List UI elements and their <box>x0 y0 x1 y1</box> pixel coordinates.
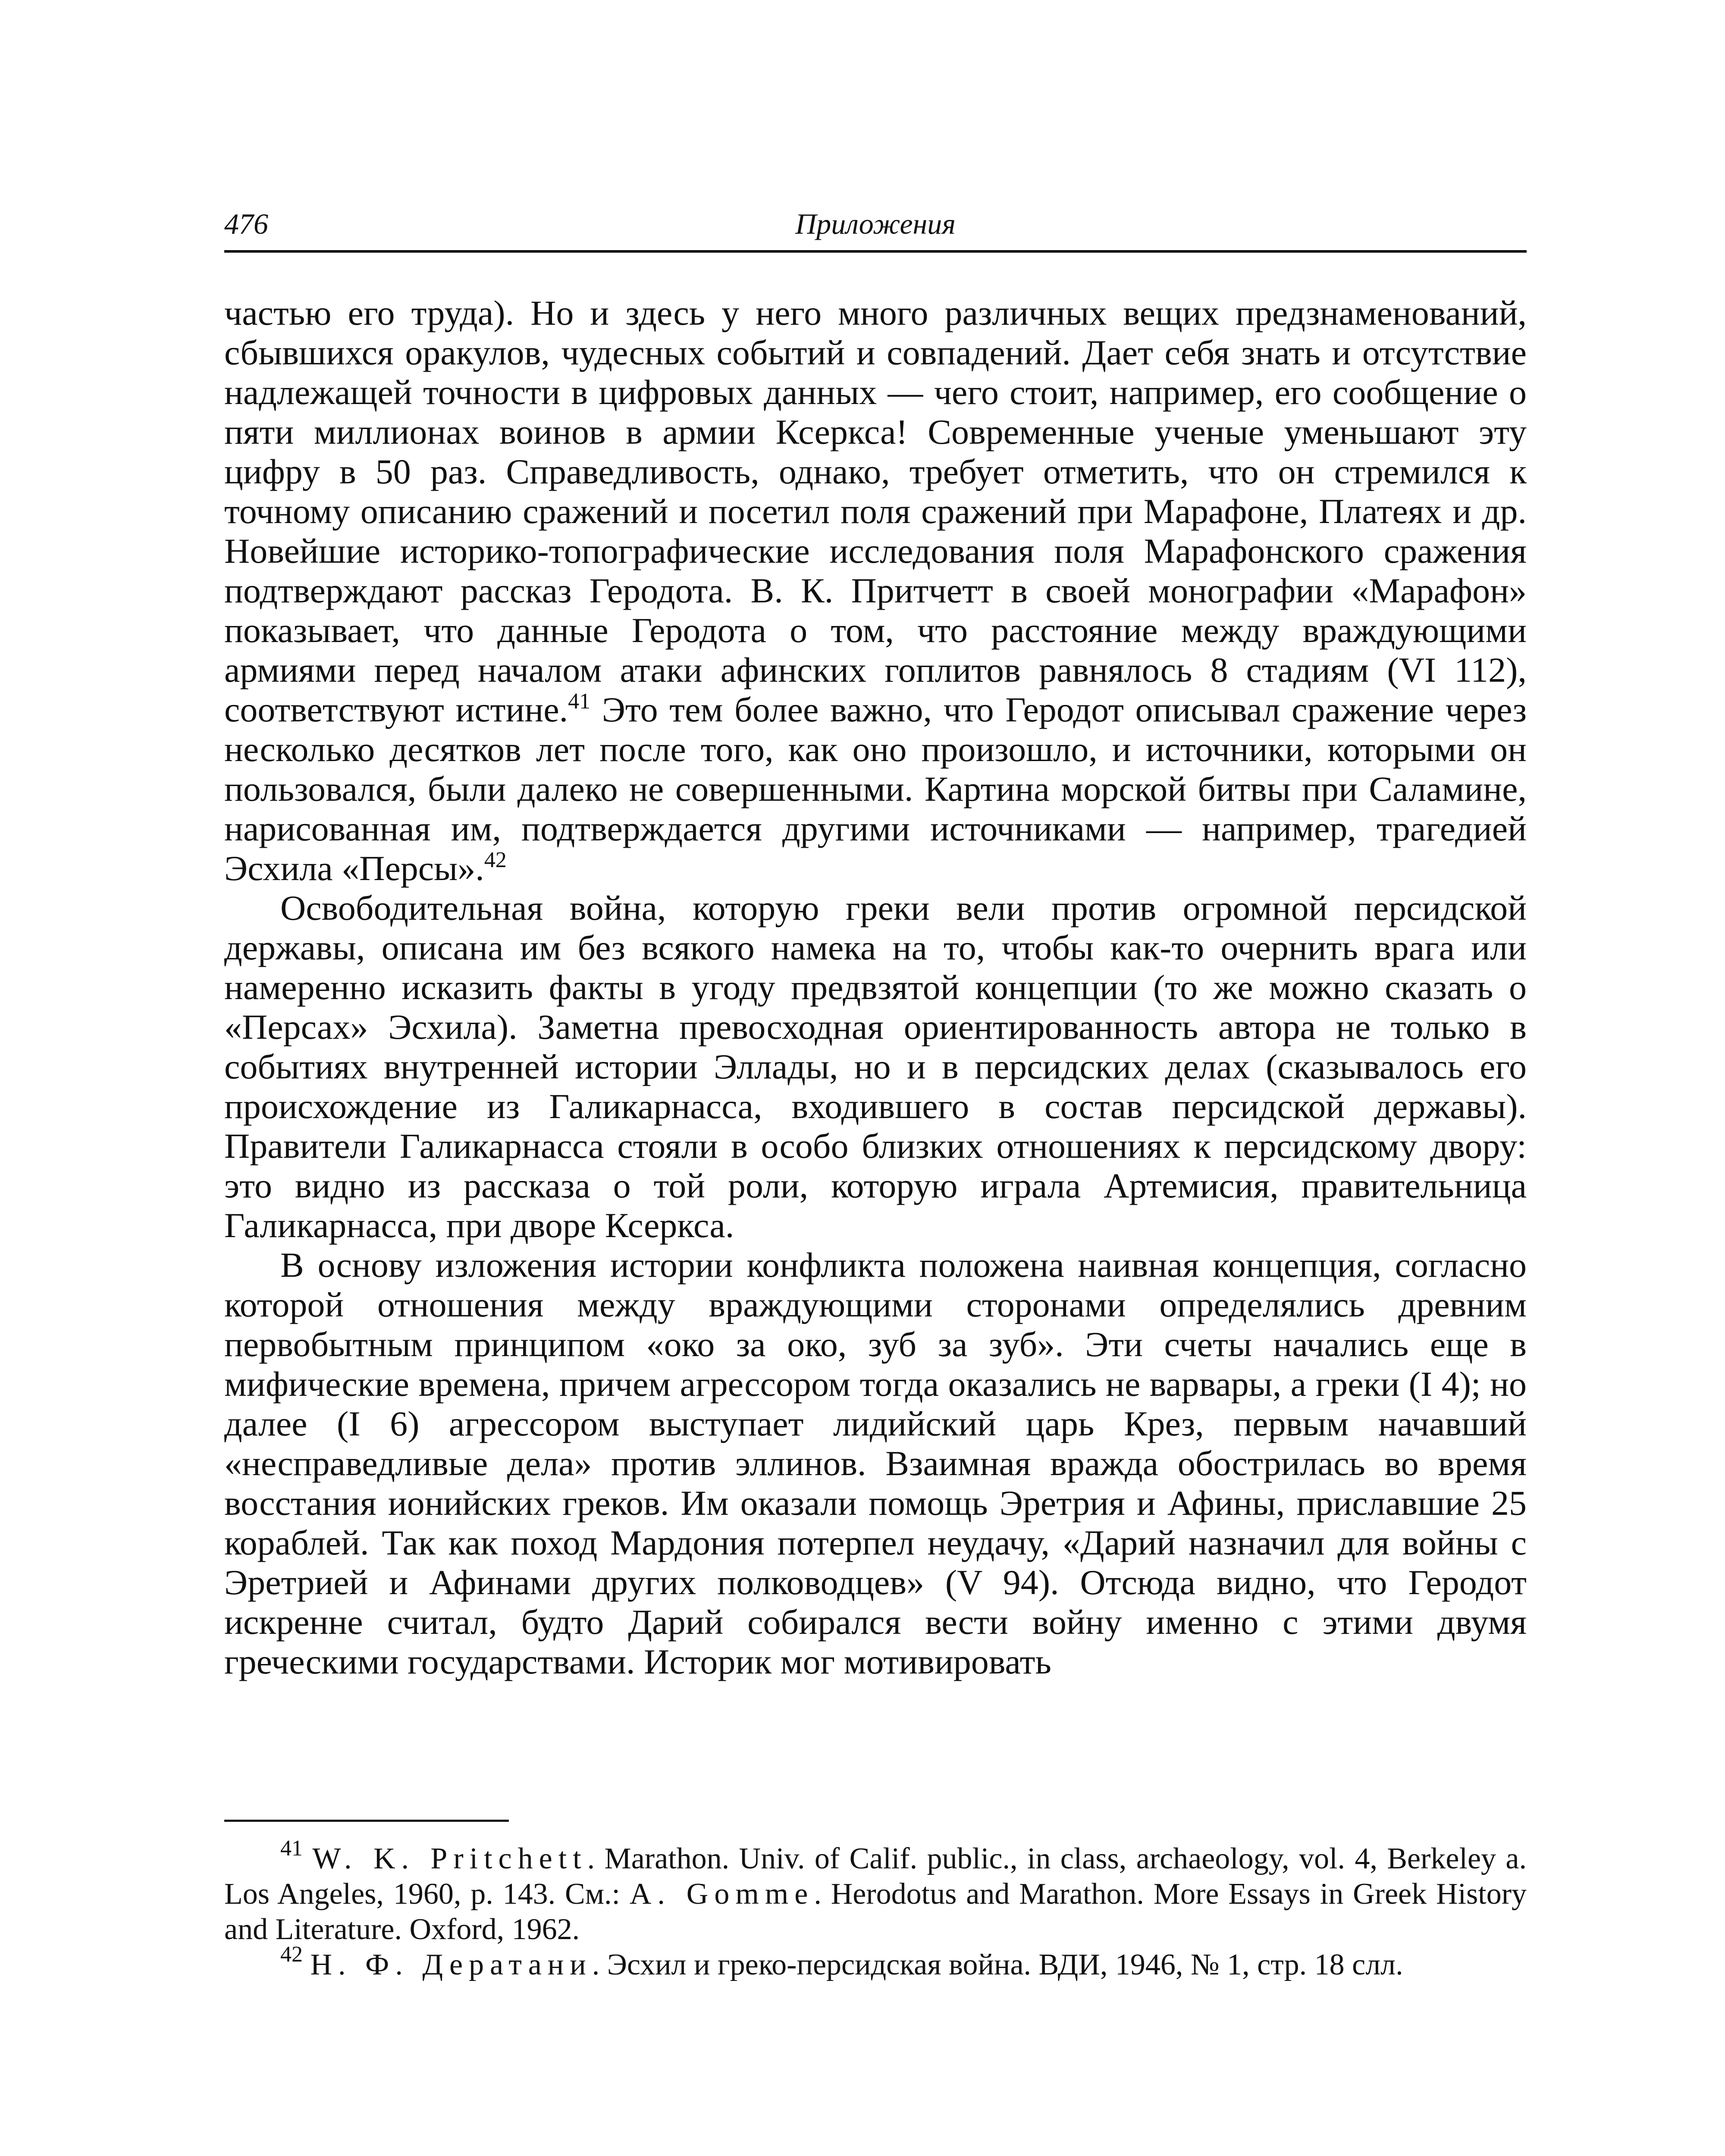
paragraph-1-text-a: частью его труда). Но и здесь у него много различных вещих предзнаменований, сбывшихся оракулов, чудесных событий и совпадений. Дает себя знать и отсутствие надлежащей точности в цифровых данных — чего стоит, например, его сообщение о пяти миллионах воинов в армии Ксеркса! Современные ученые уменьшают эту цифру в 50 раз. Справедливость, однако, требует отметить, что он стремился к точному описанию сражений и посетил поля сражений при Марафоне, Платеях и др. Новейшие историко-топографические исследования поля Марафонского сражения подтверждают рассказ Геродота. В. К. Притчетт в своей монографии «Марафон» показывает, что данные Геродота о том, что расстояние между враждующими армиями перед началом атаки афинских гоплитов равнялось 8 стадиям (VI 112), соответствуют истине. <box>224 293 1527 729</box>
paragraph-1 <box>224 293 1527 888</box>
footnotes <box>224 1836 1527 1983</box>
paragraph-3: В основу изложения истории конфликта положена наивная концепция, согласно которой отношения между враждующими сторонами определялись древним первобытным принципом «око за око, зуб за зуб». Эти счеты начались еще в мифические времена, причем агрессором тогда оказались не варвары, а греки (I 4); но далее (I 6) агрессором выступает лидийский царь Крез, первым начавший «несправедливые дела» против эллинов. Взаимная вражда обострилась во время восстания ионийских греков. Им оказали помощь Эретрия и Афины, приславшие 25 кораблей. Так как поход Мардония потерпел неудачу, «Дарий назначил для войны с Эретрией и Афинами других полководцев» (V 94). Отсюда видно, что Геродот искренне считал, будто Дарий собирался вести войну именно с этими двумя греческими государствами. Историк мог мотивировать <box>224 1245 1527 1681</box>
paragraph-1-text-b: Это тем более важно, что Геродот описывал сражение через несколько десятков лет после того, как оно произошло, и источники, которыми он пользовался, были далеко не совершенными. Картина морской битвы при Саламине, нарисованная им, подтверждается другими источниками — например, трагедией Эсхила «Персы». <box>224 690 1527 888</box>
running-title: Приложения <box>795 207 956 240</box>
paragraph-2: Освободительная война, которую греки вели против огромной персидской державы, описана им без всякого намека на то, чтобы как-то очернить врага или намеренно исказить факты в угоду предвзятой концепции (то же можно сказать о «Персах» Эсхила). Заметна превосходная ориентированность автора не только в событиях внутренней истории Эллады, но и в персидских делах (сказывалось его происхождение из Галикарнасса, входившего в состав персидской державы). Правители Галикарнасса стояли в особо близких отношениях к персидскому двору: это видно из рассказа о той роли, которую играла Артемисия, правительница Галикарнасса, при дворе Ксеркса. <box>224 888 1527 1245</box>
footnote-text-2: . Herodotus and Marathon. More Essays in Greek History and Literature. Oxford, 1962. <box>224 1877 1527 1946</box>
footnote-41 <box>224 1836 1527 1947</box>
footnote-42 <box>224 1942 1527 1983</box>
footnote-number: 41 <box>280 1836 303 1861</box>
footnote-author: W. K. Pritchett <box>312 1842 587 1875</box>
page-number: 476 <box>224 207 268 240</box>
footnote-divider <box>224 1820 509 1822</box>
footnote-text: . Marathon. Univ. of Calif. public., in class, archaeology, vol. 4, Berkeley a. Los Angeles, 1960, p. 143. См.: <box>224 1842 1527 1911</box>
main-text <box>224 293 1527 1682</box>
footnote-ref-42[interactable]: 42 <box>484 848 507 872</box>
footnote-number: 42 <box>280 1942 303 1967</box>
footnote-text: . Эсхил и греко-персидская война. ВДИ, 1946, № 1, стр. 18 слл. <box>592 1948 1403 1981</box>
page-header <box>224 203 1527 253</box>
footnote-author-2: A. Gomme <box>629 1877 814 1911</box>
footnote-ref-41[interactable]: 41 <box>568 689 591 714</box>
footnote-author: Н. Ф. Дератани <box>310 1948 592 1981</box>
